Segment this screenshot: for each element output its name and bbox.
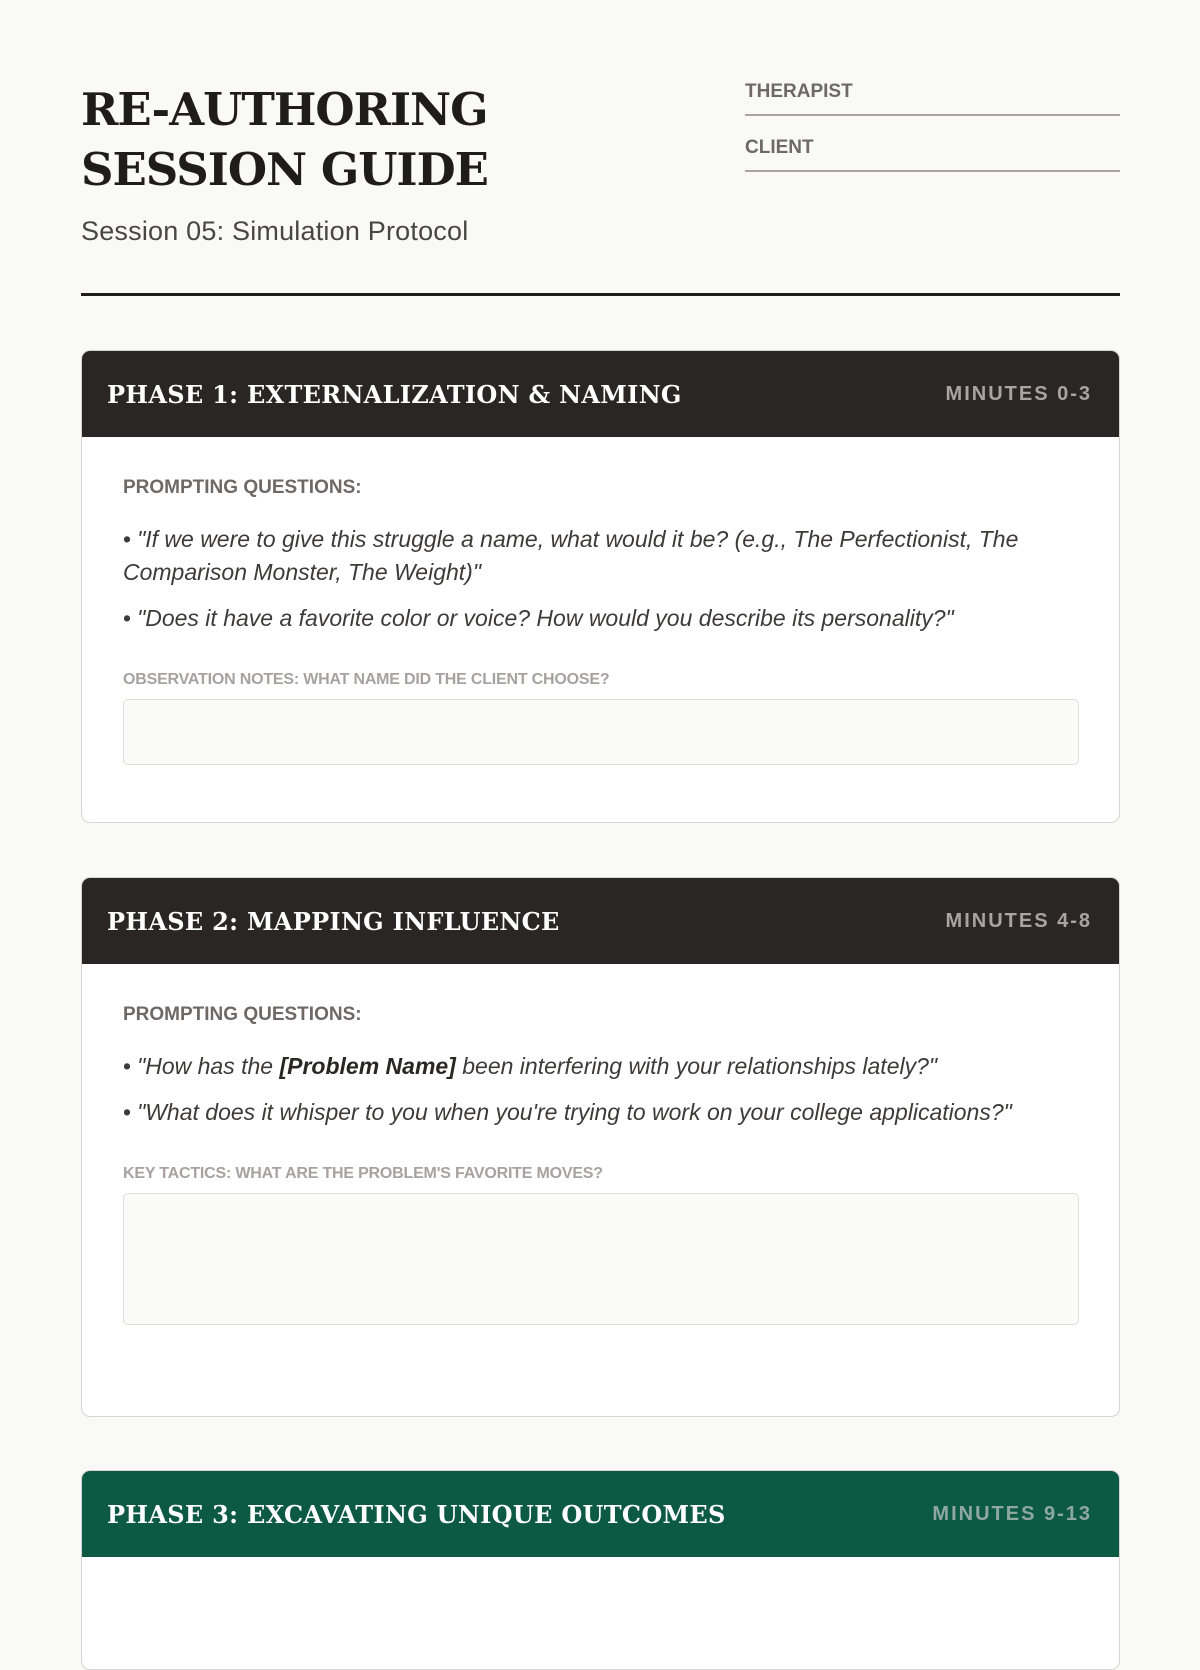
phase-title: PHASE 2: MAPPING INFLUENCE — [107, 906, 560, 936]
problem-name-placeholder: [Problem Name] — [279, 1053, 456, 1079]
question-item — [123, 1096, 1078, 1129]
phase-body — [82, 437, 1119, 804]
page-subtitle: Session 05: Simulation Protocol — [81, 216, 469, 246]
prompting-questions-label: PROMPTING QUESTIONS: — [123, 1004, 362, 1025]
session-guide-page — [81, 0, 1120, 1529]
observation-notes-field[interactable] — [123, 699, 1079, 765]
phase-title: PHASE 1: EXTERNALIZATION & NAMING — [107, 379, 682, 409]
bullet-icon: • — [123, 526, 132, 552]
question-item — [123, 602, 1078, 635]
phase-body — [82, 964, 1119, 1364]
bullet-icon: • — [123, 1053, 132, 1079]
question-item — [123, 1050, 1078, 1083]
phase-card-3 — [81, 1470, 1120, 1670]
page-title: RE-AUTHORING SESSION GUIDE — [81, 83, 488, 196]
header-divider — [81, 293, 1120, 296]
session-meta-fields — [745, 78, 1120, 190]
question-text-start: "How has the — [137, 1053, 280, 1079]
question-text: "If we were to give this struggle a name, what would it be? (e.g., The Perfectionist, The Comparison Monster, The Weight)" — [123, 526, 1019, 585]
bullet-icon: • — [123, 1099, 132, 1125]
client-label: CLIENT — [745, 137, 814, 158]
phase-title: PHASE 3: EXCAVATING UNIQUE OUTCOMES — [107, 1499, 726, 1529]
therapist-field[interactable] — [745, 78, 1120, 116]
phase-header — [82, 1471, 1119, 1557]
question-list — [123, 1050, 1078, 1129]
client-field[interactable] — [745, 134, 1120, 172]
question-item — [123, 523, 1078, 589]
key-tactics-field[interactable] — [123, 1193, 1079, 1325]
phase-header — [82, 878, 1119, 964]
phase-header — [82, 351, 1119, 437]
notes-label: OBSERVATION NOTES: WHAT NAME DID THE CLIENT CHOOSE? — [123, 671, 610, 688]
phase-card-1 — [81, 350, 1120, 823]
question-text: "What does it whisper to you when you're trying to work on your college applications?" — [137, 1099, 1012, 1125]
phase-minutes: MINUTES 0-3 — [945, 382, 1092, 405]
prompting-questions-label: PROMPTING QUESTIONS: — [123, 477, 362, 498]
phase-minutes: MINUTES 9-13 — [932, 1502, 1092, 1525]
notes-label: KEY TACTICS: WHAT ARE THE PROBLEM'S FAVORITE MOVES? — [123, 1165, 603, 1182]
phase-card-2 — [81, 877, 1120, 1417]
question-text-end: been interfering with your relationships lately?" — [455, 1053, 938, 1079]
question-list — [123, 523, 1078, 635]
document-header — [81, 0, 1120, 298]
question-text: "Does it have a favorite color or voice? How would you describe its personality?" — [137, 605, 954, 631]
bullet-icon: • — [123, 605, 132, 631]
therapist-label: THERAPIST — [745, 81, 853, 102]
phase-minutes: MINUTES 4-8 — [945, 909, 1092, 932]
